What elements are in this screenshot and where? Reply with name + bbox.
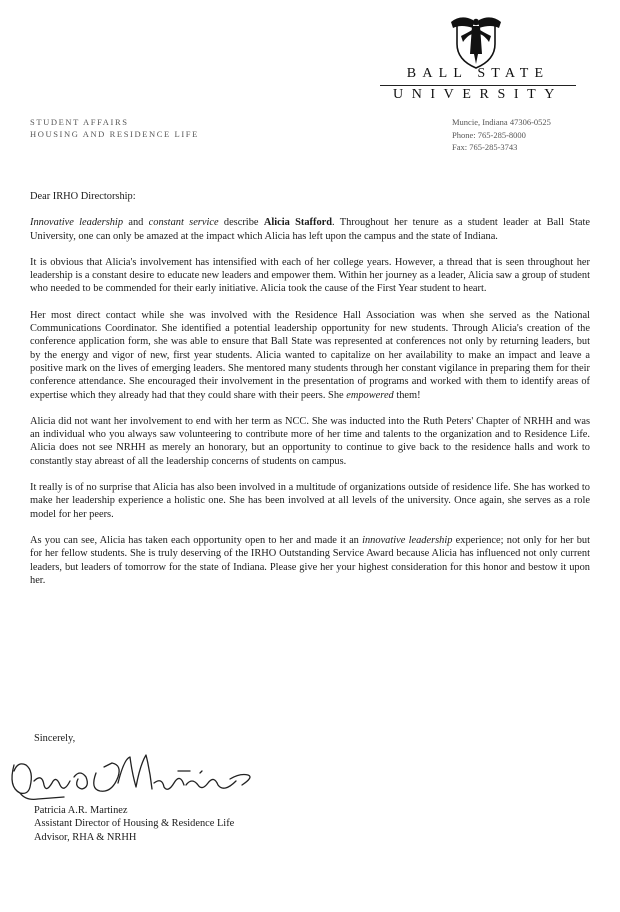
address: Muncie, Indiana 47306-0525 [452,117,551,127]
paragraph-2: It is obvious that Alicia's involvement has intensified with each of her college years. However, a thread that is seen throughout her leadership is a constant desire to educate new leaders and empower them. Within her journey as a leader, Alicia saw a group of student who needed to be commended for their early initiative. Alicia took the cause of the First Year student to heart. [30,256,590,295]
paragraph-5: It really is of no surprise that Alicia has also been involved in a multitude of organizations outside of residence life. She has worked to make her leadership experience a holistic one. She has been involved at all levels of the university. Once again, she serves as a role model for her peers. [30,482,590,520]
paragraph-4: Alicia did not want her involvement to end with her term as NCC. She was inducted into the Ruth Peters' Chapter of NRHH and was an individual who you always saw volunteering to contribute more of her time and talents to the organization and to Residence Life. Alicia does not see NRHH as merely an honorary, but an opportunity to continue to give back to the residence halls and work to constantly stay abreast of all the leadership concerns of students on campus. [30,415,590,467]
paragraph-1 [30,216,590,243]
p1-text-2: describe [218,217,264,229]
signer-block [34,804,234,844]
closing: Sincerely, [34,733,76,744]
letterhead-rule [380,85,576,86]
nominee-name: Alicia Stafford [263,217,333,229]
university-name-line2: UNIVERSITY [393,87,563,102]
department-line1: STUDENT AFFAIRS [30,117,129,127]
salutation: Dear IRHO Directorship: [30,191,136,202]
department-line2: HOUSING AND RESIDENCE LIFE [30,129,199,139]
signer-name: Patricia A.R. Martinez [34,805,128,816]
signer-advisor-title: Advisor, RHA & NRHH [34,831,137,843]
letter-body [30,190,590,600]
p6-text-2: experience; not only for her but for her fellow students. She is truly deserving of the IRHO Outstanding Service Award because Alicia has influenced not only current leaders, but leaders of tomorrow for the state of Indiana. Please give her your highest consideration for this honor and bestow it upon her. [30,534,590,586]
university-name-line1: BALL STATE [406,66,550,81]
university-seal-icon [449,14,503,70]
contact-block [452,116,551,154]
emphasis-constant-service: constant service [148,217,219,229]
fax: Fax: 765-285-3743 [452,142,518,152]
university-logo [376,14,580,102]
phone: Phone: 765-285-8000 [452,129,526,140]
paragraph-6 [30,534,590,587]
department-block [30,116,199,140]
p3-text-1: Her most direct contact while she was involved with the Residence Hall Association was when she served as the National Communications Coordinator. She identified a potential leadership opportunity for new students. Through Alicia's creation of the conference application form, she was able to ensure that Ball State was represented at conferences not only by returning leaders, but by the energy and vigor of new, first year students. Alicia wanted to capitalize on her availability to make an impact and leave a positive mark on the lives of emerging leaders. She mentored many students through her constant vigilance in preparing them for their conference attendance. She encouraged their involvement in the presentation of programs and worked with them to identify areas of expertise which they already had that they could share with their peers. She [30,309,590,401]
emphasis-innovative-leadership: Innovative leadership [30,217,124,229]
signer-title: Assistant Director of Housing & Residence Life [34,818,235,830]
p1-text-3: . Throughout her tenure as a student leader at Ball State University, one can only be amazed at the impact which Alicia has left upon the campus and the state of Indiana. [30,217,590,242]
p1-text-1: and [123,217,149,229]
emphasis-empowered: empowered [346,389,394,401]
p3-text-2: them! [393,389,421,401]
emphasis-innovative-leadership-2: innovative leadership [362,534,453,546]
paragraph-3 [30,309,590,402]
p6-text-1: As you can see, Alicia has taken each opportunity open to her and made it an [30,534,363,546]
handwritten-signature [4,743,274,805]
